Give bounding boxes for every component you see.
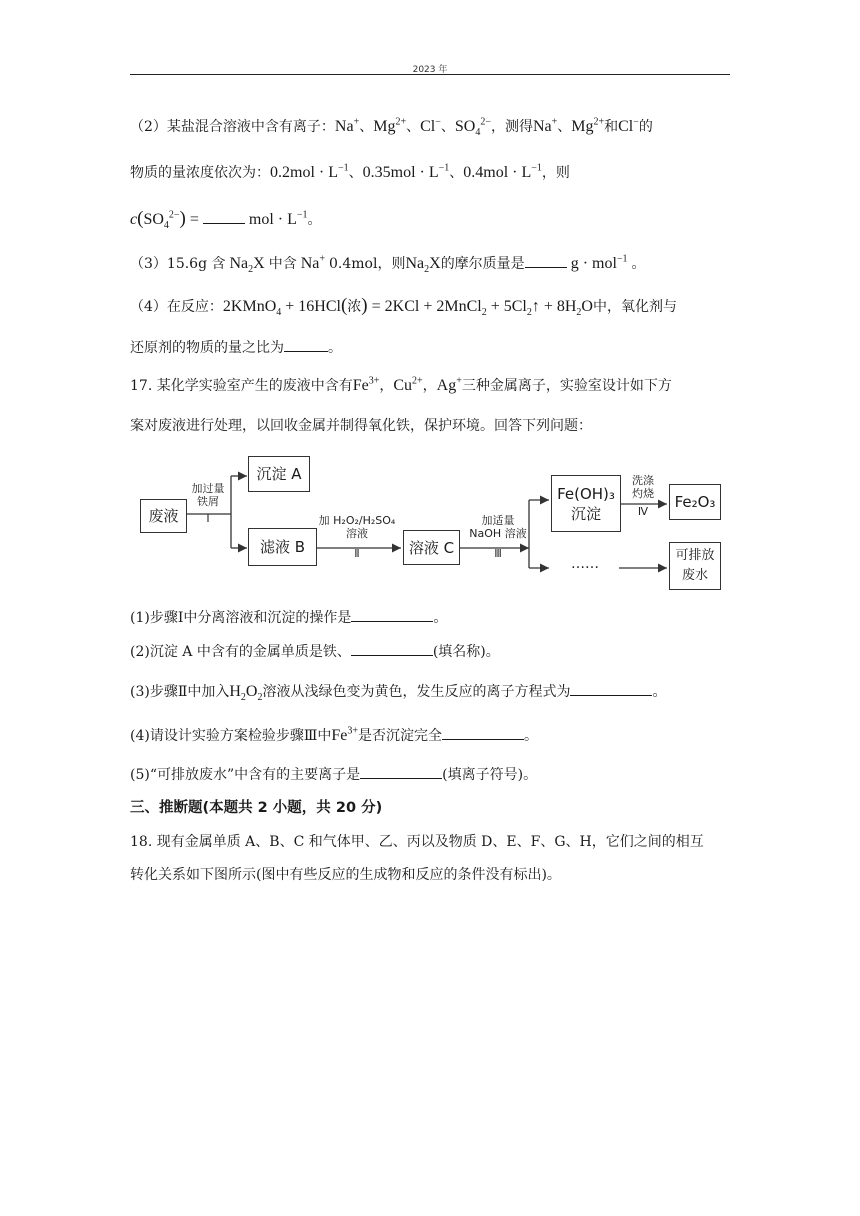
q18-line1: 18. 现有金属单质 A、B、C 和气体甲、乙、丙以及物质 D、E、F、G、H，它们之间的相互	[130, 834, 704, 850]
q16-p2-mid: ，测得	[490, 119, 533, 135]
q16-p3-prefix: （3）15.6g 含	[130, 256, 226, 272]
box-solution-c: 溶液 C	[403, 530, 460, 565]
q16-p2-line2: 物质的量浓度依次为：$0.2mol \cdot L^{-1}$、$0.35mol \cdot L^{-1}$、$0.4mol \cdot L^{-1}$，则	[130, 162, 570, 181]
answer-blank-molar-mass[interactable]	[525, 253, 567, 268]
box-precipitate-a: 沉淀 A	[248, 456, 310, 492]
conc-2: 0.35mol · L	[362, 164, 439, 181]
label-step3: 加适量 NaOH 溶液 Ⅲ	[469, 514, 527, 560]
ion-na-charge: +	[551, 116, 558, 128]
ion-cl: Cl	[618, 118, 634, 135]
ion-mg: Mg	[373, 118, 396, 135]
c-label: c	[130, 211, 138, 228]
conc-3: 0.4mol · L	[463, 164, 532, 181]
answer-blank-s1[interactable]	[351, 607, 433, 622]
q17-sub5: (5)“可排放废水”中含有的主要离子是 (填离子符号)。	[130, 764, 730, 785]
sep: 、	[359, 119, 374, 135]
process-flow-diagram	[135, 438, 735, 598]
ion-mg: Mg	[571, 118, 594, 135]
page-header-year: 2023 年	[412, 65, 448, 75]
box-filtrate-b: 滤液 B	[248, 528, 317, 566]
q17-sub1: (1)步骤Ⅰ中分离溶液和沉淀的操作是 。	[130, 607, 730, 628]
ion-so4-charge: 2−	[480, 116, 491, 128]
ion-mg-charge: 2+	[395, 116, 407, 128]
q17-line1: 17. 某化学实验室产生的废液中含有$Fe^{3+}$，$Cu^{2+}$，Ag+三种金属离子，实验室设计如下方	[130, 375, 672, 394]
sep: 、	[406, 119, 421, 135]
header-rule	[130, 74, 730, 75]
answer-blank-so4[interactable]	[203, 209, 245, 224]
answer-blank-s4[interactable]	[442, 725, 524, 740]
sep: 、	[440, 119, 455, 135]
ion-cl-charge: −	[633, 116, 639, 128]
q17-line2: 案对废液进行处理，以回收金属并制得氧化铁，保护环境。回答下列问题：	[130, 418, 592, 434]
q17-sub4: (4)请设计实验方案检验步骤Ⅲ中$Fe^{3+}$是否沉淀完全 。	[130, 725, 538, 744]
ion-mg-charge: 2+	[593, 116, 605, 128]
conc-1: 0.2mol · L	[270, 164, 338, 181]
ion-so4: SO	[454, 118, 476, 135]
label-step4: 洗涤 灼烧 Ⅳ	[632, 474, 654, 518]
answer-blank-ratio[interactable]	[284, 337, 328, 352]
ion-na: Na	[532, 118, 552, 135]
q16-p4-line2: 还原剂的物质的量之比为 。	[130, 337, 730, 358]
q16-p2-prefix: （2）某盐混合溶液中含有离子：	[130, 119, 335, 135]
q17-sub2: (2)沉淀 A 中含有的金属单质是铁、 (填名称)。	[130, 641, 730, 662]
q16-p3-line: （3）15.6g 含 $Na_2X$ 中含 Na+ 0.4mol，则$Na_2X$的摩尔质量是 g · mol$^{-1}$ 。	[130, 253, 646, 276]
label-ellipsis: ……	[571, 556, 599, 572]
section-3-title: 三、推断题(本题共 2 小题，共 20 分)	[130, 800, 383, 816]
q16-p4-line1: （4）在反应：2KMnO$_4$ + 16HCl(浓) = 2KCl + 2MnCl$_2$ + $5Cl_2↑ + 8H_2O$中，氧化剂与	[130, 295, 677, 319]
and: 和	[604, 119, 619, 135]
box-waste-liquid: 废液	[140, 499, 187, 533]
q16-p2-line2-prefix: 物质的量浓度依次为：	[130, 165, 270, 181]
q17-sub3: (3)步骤Ⅱ中加入$H_2O_2$溶液从浅绿色变为黄色，发生反应的离子方程式为 。	[130, 683, 667, 704]
label-step1: 加过量 铁屑 Ⅰ	[191, 482, 225, 525]
ion-na: Na	[334, 118, 354, 135]
answer-blank-s5[interactable]	[360, 764, 442, 779]
q16-p2-line3: $c(SO_4^{2-})$ = mol · $L^{-1}$。	[130, 208, 322, 232]
box-fe-oh-3-precipitate: Fe(OH)₃ 沉淀	[551, 475, 621, 532]
q18-line2: 转化关系如下图所示(图中有些反应的生成物和反应的条件没有标出)。	[130, 867, 561, 883]
box-dischargeable-waste-water: 可排放 废水	[669, 542, 721, 590]
ion-cl: Cl	[420, 118, 436, 135]
answer-blank-s3[interactable]	[570, 681, 652, 696]
q16-p2-line1	[130, 117, 730, 137]
ion-cl-charge: −	[435, 116, 441, 128]
box-fe2o3: Fe₂O₃	[669, 484, 721, 520]
q16-p2-tail: 的	[638, 119, 653, 135]
ion-na-charge: +	[353, 116, 360, 128]
ion-so4-sub: 4	[475, 127, 481, 139]
label-step2: 加 H₂O₂/H₂SO₄ 溶液 Ⅱ	[318, 514, 396, 560]
answer-blank-s2[interactable]	[351, 641, 433, 656]
sep: 、	[557, 119, 572, 135]
